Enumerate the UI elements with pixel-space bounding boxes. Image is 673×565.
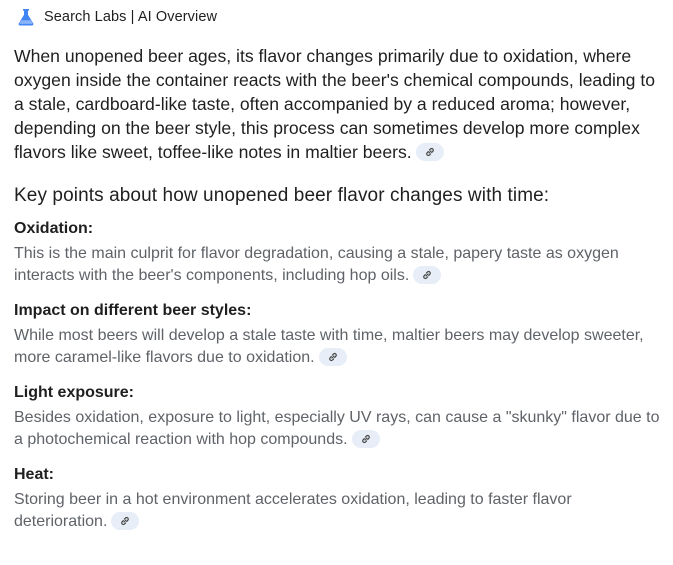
link-icon: [327, 351, 339, 363]
overview-content: [14, 44, 664, 533]
source-link-button[interactable]: [352, 430, 380, 448]
point-title: Light exposure:: [14, 384, 135, 401]
flask-icon: [16, 7, 36, 27]
key-point-light-exposure: [14, 382, 664, 451]
source-link-button[interactable]: [413, 266, 441, 284]
header-title: Search Labs | AI Overview: [44, 9, 218, 25]
key-points-heading: Key points about how unopened beer flavor changes with time:: [14, 185, 550, 206]
intro-text: When unopened beer ages, its flavor changes primarily due to oxidation, where oxygen inside the container reacts with the beer's chemical compounds, leading to a stale, cardboard-like taste, often accompanied by a reduced aroma; however, depending on the beer style, this process can sometimes develop more complex flavors like sweet, toffee-like notes in maltier beers.: [14, 46, 656, 162]
point-body-text: This is the main culprit for flavor degradation, causing a stale, papery taste as oxygen interacts with the beer's components, including hop oils.: [14, 245, 619, 284]
key-point-beer-styles: [14, 300, 664, 369]
source-link-button[interactable]: [416, 143, 444, 161]
point-body: [14, 325, 664, 369]
point-title: Heat:: [14, 466, 55, 483]
link-icon: [119, 515, 131, 527]
point-body-text: Besides oxidation, exposure to light, especially UV rays, can cause a "skunky" flavor due to a photochemical reaction with hop compounds.: [14, 409, 660, 448]
link-icon: [421, 269, 433, 281]
point-body: [14, 243, 664, 287]
link-icon: [360, 433, 372, 445]
key-point-heat: [14, 464, 664, 533]
source-link-button[interactable]: [319, 348, 347, 366]
key-point-oxidation: [14, 218, 664, 287]
point-body-text: While most beers will develop a stale taste with time, maltier beers may develop sweeter, more caramel-like flavors due to oxidation.: [14, 327, 644, 366]
point-body-text: Storing beer in a hot environment accelerates oxidation, leading to faster flavor deterioration.: [14, 491, 572, 530]
key-points-list: [14, 218, 664, 533]
ai-overview-header: [16, 6, 217, 28]
link-icon: [424, 146, 436, 158]
point-title: Impact on different beer styles:: [14, 302, 252, 319]
point-body: [14, 489, 664, 533]
intro-paragraph: [14, 44, 664, 164]
point-body: [14, 407, 664, 451]
point-title: Oxidation:: [14, 220, 94, 237]
source-link-button[interactable]: [111, 512, 139, 530]
